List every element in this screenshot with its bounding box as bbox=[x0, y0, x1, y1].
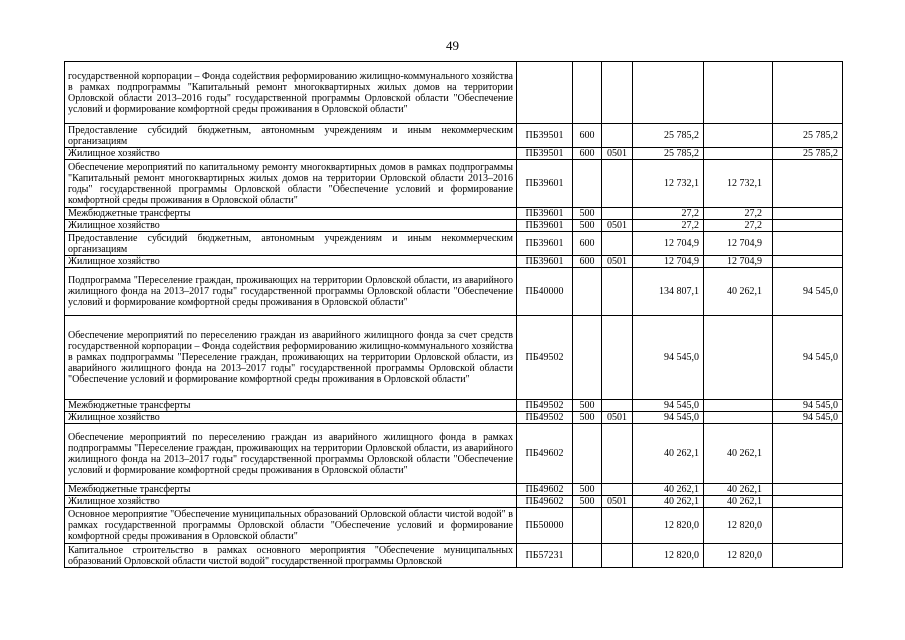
row-code: ПБ39601 bbox=[517, 232, 573, 256]
row-amount-fed: 12 704,9 bbox=[704, 232, 773, 256]
row-name: Предоставление субсидий бюджетным, автономным учреждениям и иным некоммерческим организациям bbox=[65, 124, 517, 148]
row-name: Обеспечение мероприятий по переселению граждан из аварийного жилищного фонда за счет средств государственной корпорации – Фонда содействия реформированию жилищно-коммунального хозяйства в рамках подпрограммы "Переселение граждан, проживающих на территории Орловской области, из аварийного жилищного фонда на 2013–2017 годы" государственной программы Орловской области "Обеспечение условий и формирование комфортной среды проживания в Орловской области" bbox=[65, 316, 517, 400]
row-amount-fed: 27,2 bbox=[704, 208, 773, 220]
row-name: Жилищное хозяйство bbox=[65, 256, 517, 268]
table-row bbox=[65, 62, 843, 124]
row-amount-fed bbox=[704, 148, 773, 160]
row-code: ПБ39601 bbox=[517, 220, 573, 232]
row-name: Жилищное хозяйство bbox=[65, 412, 517, 424]
row-code: ПБ39501 bbox=[517, 124, 573, 148]
row-code: ПБ39601 bbox=[517, 208, 573, 220]
row-expense-type bbox=[573, 316, 602, 400]
row-amount-fed: 27,2 bbox=[704, 220, 773, 232]
row-amount-reg: 25 785,2 bbox=[773, 148, 843, 160]
row-amount-reg bbox=[773, 496, 843, 508]
row-code: ПБ49602 bbox=[517, 496, 573, 508]
row-section bbox=[602, 316, 633, 400]
table-row bbox=[65, 124, 843, 148]
row-name: Межбюджетные трансферты bbox=[65, 400, 517, 412]
row-total: 40 262,1 bbox=[633, 484, 704, 496]
row-section bbox=[602, 268, 633, 316]
table-row bbox=[65, 544, 843, 568]
row-name: Межбюджетные трансферты bbox=[65, 208, 517, 220]
row-section: 0501 bbox=[602, 220, 633, 232]
row-amount-reg bbox=[773, 220, 843, 232]
row-expense-type bbox=[573, 268, 602, 316]
row-amount-reg: 94 545,0 bbox=[773, 316, 843, 400]
table-row bbox=[65, 220, 843, 232]
row-amount-fed: 12 704,9 bbox=[704, 256, 773, 268]
row-expense-type bbox=[573, 62, 602, 124]
row-amount-fed bbox=[704, 62, 773, 124]
row-amount-reg: 94 545,0 bbox=[773, 268, 843, 316]
row-amount-reg bbox=[773, 256, 843, 268]
row-amount-fed bbox=[704, 412, 773, 424]
row-name: Жилищное хозяйство bbox=[65, 220, 517, 232]
row-section: 0501 bbox=[602, 256, 633, 268]
row-code: ПБ49602 bbox=[517, 484, 573, 496]
row-name: Жилищное хозяйство bbox=[65, 148, 517, 160]
row-expense-type: 600 bbox=[573, 256, 602, 268]
table-row bbox=[65, 412, 843, 424]
budget-table bbox=[64, 61, 843, 568]
row-total: 27,2 bbox=[633, 208, 704, 220]
row-section bbox=[602, 208, 633, 220]
row-expense-type: 500 bbox=[573, 496, 602, 508]
row-expense-type bbox=[573, 424, 602, 484]
row-total: 12 820,0 bbox=[633, 544, 704, 568]
row-total: 27,2 bbox=[633, 220, 704, 232]
row-code bbox=[517, 62, 573, 124]
row-amount-reg bbox=[773, 208, 843, 220]
row-total: 40 262,1 bbox=[633, 496, 704, 508]
row-code: ПБ40000 bbox=[517, 268, 573, 316]
row-code: ПБ57231 bbox=[517, 544, 573, 568]
row-expense-type: 500 bbox=[573, 412, 602, 424]
row-code: ПБ49602 bbox=[517, 424, 573, 484]
table-row bbox=[65, 268, 843, 316]
row-name: Предоставление субсидий бюджетным, автономным учреждениям и иным некоммерческим организациям bbox=[65, 232, 517, 256]
row-name: государственной корпорации – Фонда содействия реформированию жилищно-коммунального хозяйства в рамках подпрограммы "Капитальный ремонт многоквартирных жилых домов на территории Орловской области 2013–2016 годы" государственной программы Орловской области "Обеспечение условий и формирование комфортной среды проживания в Орловской области" bbox=[65, 62, 517, 124]
row-section: 0501 bbox=[602, 496, 633, 508]
row-amount-fed bbox=[704, 400, 773, 412]
table-row bbox=[65, 316, 843, 400]
row-expense-type: 500 bbox=[573, 484, 602, 496]
row-amount-fed: 40 262,1 bbox=[704, 268, 773, 316]
row-amount-reg: 94 545,0 bbox=[773, 400, 843, 412]
row-expense-type bbox=[573, 160, 602, 208]
row-expense-type: 500 bbox=[573, 208, 602, 220]
row-amount-fed: 12 820,0 bbox=[704, 544, 773, 568]
row-amount-fed: 40 262,1 bbox=[704, 424, 773, 484]
row-amount-reg: 25 785,2 bbox=[773, 124, 843, 148]
row-amount-fed: 40 262,1 bbox=[704, 484, 773, 496]
row-section bbox=[602, 424, 633, 484]
row-expense-type: 600 bbox=[573, 148, 602, 160]
row-name: Основное мероприятие "Обеспечение муниципальных образований Орловской области чистой водой" в рамках государственной программы Орловской области "Обеспечение условий и формирование комфортной среды проживания в Орловской области" bbox=[65, 508, 517, 544]
table-row bbox=[65, 148, 843, 160]
row-name: Обеспечение мероприятий по капитальному ремонту многоквартирных домов в рамках подпрограммы "Капитальный ремонт многоквартирных жилых домов на территории Орловской области 2013–2016 годы" государственной программы Орловской области "Обеспечение условий и формирование комфортной среды проживания в Орловской области" bbox=[65, 160, 517, 208]
row-section bbox=[602, 400, 633, 412]
row-code: ПБ39501 bbox=[517, 148, 573, 160]
row-code: ПБ50000 bbox=[517, 508, 573, 544]
table-row bbox=[65, 256, 843, 268]
table-row bbox=[65, 424, 843, 484]
row-amount-reg bbox=[773, 424, 843, 484]
row-name: Обеспечение мероприятий по переселению граждан из аварийного жилищного фонда в рамках подпрограммы "Переселение граждан, проживающих на территории Орловской области, из аварийного жилищного фонда на 2013–2017 годы" государственной программы Орловской области "Обеспечение условий и формирование комфортной среды проживания в Орловской области" bbox=[65, 424, 517, 484]
row-total: 12 732,1 bbox=[633, 160, 704, 208]
row-amount-fed: 40 262,1 bbox=[704, 496, 773, 508]
row-code: ПБ49502 bbox=[517, 400, 573, 412]
row-total: 134 807,1 bbox=[633, 268, 704, 316]
row-amount-reg bbox=[773, 62, 843, 124]
row-expense-type bbox=[573, 508, 602, 544]
row-total: 94 545,0 bbox=[633, 400, 704, 412]
row-section bbox=[602, 124, 633, 148]
row-amount-fed: 12 820,0 bbox=[704, 508, 773, 544]
row-amount-reg bbox=[773, 484, 843, 496]
row-name: Капитальное строительство в рамках основного мероприятия "Обеспечение муниципальных образований Орловской области чистой водой" государственной программы Орловской bbox=[65, 544, 517, 568]
row-section: 0501 bbox=[602, 412, 633, 424]
row-amount-fed bbox=[704, 124, 773, 148]
table-row bbox=[65, 496, 843, 508]
table-row bbox=[65, 160, 843, 208]
row-code: ПБ39601 bbox=[517, 160, 573, 208]
row-expense-type: 500 bbox=[573, 220, 602, 232]
row-amount-reg bbox=[773, 160, 843, 208]
row-amount-fed: 12 732,1 bbox=[704, 160, 773, 208]
row-total: 12 820,0 bbox=[633, 508, 704, 544]
row-expense-type: 600 bbox=[573, 124, 602, 148]
row-name: Подпрограмма "Переселение граждан, проживающих на территории Орловской области, из аварийного жилищного фонда на 2013–2017 годы" государственной программы Орловской области "Обеспечение условий и формирование комфортной среды проживания в Орловской области" bbox=[65, 268, 517, 316]
table-row bbox=[65, 484, 843, 496]
row-section bbox=[602, 484, 633, 496]
table-row bbox=[65, 508, 843, 544]
row-amount-reg: 94 545,0 bbox=[773, 412, 843, 424]
row-total: 25 785,2 bbox=[633, 124, 704, 148]
row-total: 12 704,9 bbox=[633, 232, 704, 256]
row-total: 94 545,0 bbox=[633, 412, 704, 424]
row-expense-type: 500 bbox=[573, 400, 602, 412]
table-row bbox=[65, 208, 843, 220]
row-total bbox=[633, 62, 704, 124]
row-total: 12 704,9 bbox=[633, 256, 704, 268]
table-row bbox=[65, 232, 843, 256]
row-section bbox=[602, 160, 633, 208]
page-number: 49 bbox=[446, 38, 459, 53]
row-section bbox=[602, 508, 633, 544]
row-section: 0501 bbox=[602, 148, 633, 160]
row-total: 40 262,1 bbox=[633, 424, 704, 484]
row-amount-reg bbox=[773, 508, 843, 544]
row-code: ПБ49502 bbox=[517, 316, 573, 400]
row-code: ПБ49502 bbox=[517, 412, 573, 424]
row-section bbox=[602, 544, 633, 568]
row-amount-reg bbox=[773, 232, 843, 256]
row-total: 25 785,2 bbox=[633, 148, 704, 160]
table-row bbox=[65, 400, 843, 412]
row-code: ПБ39601 bbox=[517, 256, 573, 268]
row-section bbox=[602, 62, 633, 124]
row-amount-fed bbox=[704, 316, 773, 400]
row-total: 94 545,0 bbox=[633, 316, 704, 400]
row-name: Жилищное хозяйство bbox=[65, 496, 517, 508]
row-expense-type bbox=[573, 544, 602, 568]
row-section bbox=[602, 232, 633, 256]
row-amount-reg bbox=[773, 544, 843, 568]
row-expense-type: 600 bbox=[573, 232, 602, 256]
row-name: Межбюджетные трансферты bbox=[65, 484, 517, 496]
table-body bbox=[65, 62, 843, 568]
